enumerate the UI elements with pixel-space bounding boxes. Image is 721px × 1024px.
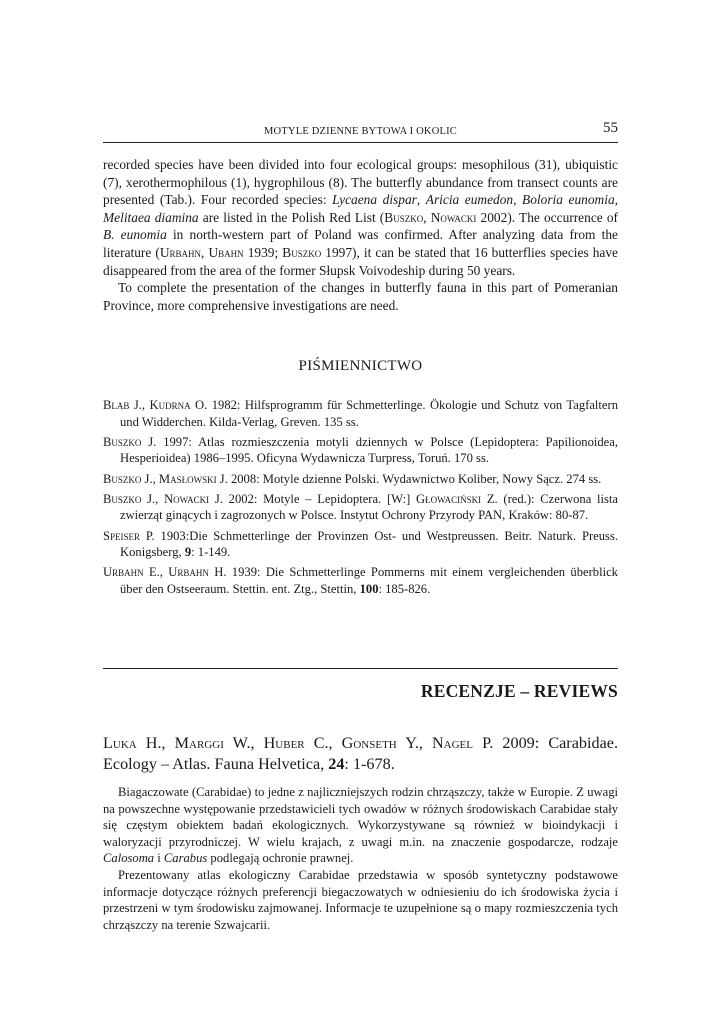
text-run: Biagaczowate (Carabidae) to jedne z najliczniejszych rodzin chrząszczy, także w Europie. Z uwagi na powszechne występowanie przedstawicieli tych owadów w różnych środowiskach Carabidae stały się częstym obiektem badań ekologicznych. Wykorzystywane są również w bioindykacji i waloryzacji przyrodniczej. W wielu krajach, z uwagi m.in. na znaczenie gospodarcze, rodzaje bbox=[103, 785, 618, 849]
text-run: , bbox=[513, 192, 523, 208]
text-run: J., bbox=[141, 491, 165, 506]
running-title: MOTYLE DZIENNE BYTOWA I OKOLIC bbox=[263, 126, 458, 137]
author-name: Kudrna bbox=[149, 398, 191, 412]
text-run: J., bbox=[141, 471, 159, 486]
reference-item bbox=[103, 397, 618, 430]
author-name: Buszko bbox=[103, 434, 142, 449]
species-name: Lycaena dispar bbox=[332, 192, 417, 208]
author-name: Urbahn bbox=[159, 244, 202, 260]
text-run: J. 1997: Atlas rozmieszczenia motyli dziennych w Polsce (Lepidoptera: Papilionoidea, Hesperioidea) 1986–1995. Oficyna Wydawnicza Turpress, Toruń. 170 ss. bbox=[120, 434, 618, 466]
text-run: J. 2008: Motyle dzienne Polski. Wydawnictwo Koliber, Nowy Sącz. 274 ss. bbox=[216, 471, 602, 486]
text-run: O. 1982: Hilfsprogramm für Schmetterlinge. Ökologie und Schutz von Tagfaltern und Widderchen. Kilda-Verlag, Greven. 135 ss. bbox=[120, 398, 618, 429]
summary-paragraph bbox=[103, 156, 618, 279]
volume-number: 100 bbox=[359, 581, 379, 596]
text-run: 1939; bbox=[243, 244, 283, 260]
author-name: Nagel bbox=[431, 734, 474, 752]
text-run: 1997), it can be stated that 16 butterflies species have disappeared from the area of the former Słupsk Voivodeship during 50 years. bbox=[103, 244, 618, 278]
text-run: J., bbox=[129, 398, 150, 412]
text-run: : 185-826. bbox=[378, 581, 431, 596]
text-run: 2002). The occurrence of bbox=[476, 209, 619, 225]
species-name: Melitaea diamina bbox=[103, 209, 199, 225]
text-run: Z. (red.): Czerwona lista zwierząt ginących i zagrozonych w Polsce. Instytut Ochrony Przyrody PAN, Kraków: 80-87. bbox=[120, 491, 619, 523]
review-citation bbox=[103, 733, 618, 774]
page-number: 55 bbox=[603, 120, 618, 136]
text-run: , bbox=[423, 209, 431, 225]
text-run: P. 1903:Die Schmetterlinge der Provinzen Ost- und Westpreussen. Beitr. Naturk. Preuss. Konigsberg, bbox=[120, 528, 618, 560]
author-name: Nowacki bbox=[430, 209, 477, 225]
reference-item bbox=[103, 471, 618, 488]
author-name: Gonseth bbox=[341, 734, 397, 752]
author-name: Blab bbox=[103, 398, 130, 412]
english-summary bbox=[103, 156, 618, 314]
text-run: P. 2009: Carabidae. Ecology – Atlas. Fauna Helvetica, bbox=[103, 734, 618, 773]
summary-paragraph: To complete the presentation of the changes in butterfly fauna in this part of Pomeranian Province, more comprehensive investigations are need. bbox=[103, 280, 618, 313]
author-name: Urbahn bbox=[103, 565, 144, 580]
reference-list bbox=[103, 397, 618, 601]
author-name: Luka bbox=[103, 734, 137, 752]
text-run: , bbox=[614, 192, 618, 208]
section-divider bbox=[103, 668, 618, 669]
text-run: C., bbox=[304, 734, 342, 752]
author-name: Urbahn bbox=[168, 565, 209, 580]
volume-number: 24 bbox=[328, 754, 345, 773]
text-run: H. 1939: Die Schmetterlinge Pommerns mit einem vergleichenden überblick über den Ostseeraum. Stettin. ent. Ztg., Stettin, bbox=[120, 565, 618, 596]
text-run: W., bbox=[223, 734, 264, 752]
species-name: Aricia eumedon bbox=[425, 192, 514, 208]
text-run: podlegają ochronie prawnej. bbox=[207, 851, 354, 866]
author-name: Marggi bbox=[174, 734, 224, 752]
genus-name: Carabus bbox=[163, 851, 208, 866]
author-name: Masłowski bbox=[158, 471, 217, 486]
volume-number: 9 bbox=[184, 545, 192, 560]
text-run: : 1-149. bbox=[191, 545, 231, 560]
review-body bbox=[103, 784, 618, 933]
reference-item bbox=[103, 564, 618, 597]
review-paragraph: Prezentowany atlas ekologiczny Carabidae przedstawia w sposób syntetyczny podstawowe informacje dotyczące różnych preferencji biegaczowatych w odniesieniu do ich środowiska życia i przestrzeni w tym środowisku zajmowanej. Informacje te uzupełnione są o mapy rozmieszczenia tych chrząszczy na terenie Szwajcarii. bbox=[103, 867, 618, 932]
author-name: Speiser bbox=[103, 528, 141, 543]
references-heading: PIŚMIENNICTWO bbox=[298, 358, 423, 374]
review-paragraph bbox=[103, 784, 618, 867]
text-run: , bbox=[416, 192, 426, 208]
running-header bbox=[103, 118, 618, 143]
author-name: Głowaciński bbox=[416, 491, 482, 506]
text-run: J. 2002: Motyle – Lepidoptera. [W:] bbox=[209, 491, 416, 506]
author-name: Huber bbox=[263, 734, 305, 752]
text-run: i bbox=[154, 851, 164, 866]
author-name: Buszko bbox=[103, 491, 142, 506]
species-name: Boloria eunomia bbox=[522, 192, 615, 208]
text-run: : 1-678. bbox=[344, 754, 395, 773]
text-run: are listed in the Polish Red List ( bbox=[198, 209, 385, 225]
reference-item bbox=[103, 528, 618, 561]
text-run: recorded species have been divided into four ecological groups: mesophilous (31), ubiquistic (7), xerothermophilous (1), hygrophilous (8). The butterfly abundance from transect counts are presented (Tab.). Four recorded species: bbox=[103, 157, 618, 208]
genus-name: Calosoma bbox=[103, 851, 155, 866]
reviews-heading: RECENZJE – REVIEWS bbox=[420, 681, 618, 701]
author-name: Nowacki bbox=[164, 491, 210, 506]
reference-item bbox=[103, 434, 618, 467]
species-name: B. eunomia bbox=[103, 227, 167, 243]
author-name: Buszko bbox=[282, 244, 322, 260]
text-run: , bbox=[201, 244, 209, 260]
text-run: Y., bbox=[396, 734, 432, 752]
author-name: Ubahn bbox=[208, 244, 244, 260]
reference-item bbox=[103, 491, 618, 524]
text-run: H., bbox=[136, 734, 175, 752]
text-run: E., bbox=[143, 565, 169, 580]
text-run: in north-western part of Poland was confirmed. After analyzing data from the literature ( bbox=[103, 227, 618, 260]
author-name: Buszko bbox=[103, 471, 142, 486]
author-name: Buszko bbox=[384, 209, 424, 225]
